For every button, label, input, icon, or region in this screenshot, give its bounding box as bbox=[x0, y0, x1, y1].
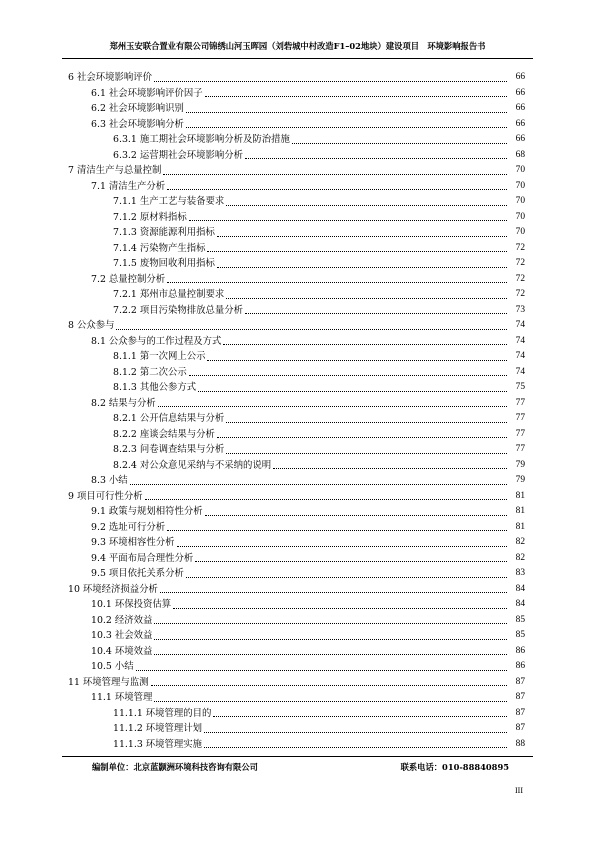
toc-entry-title: 7.2 总量控制分析 bbox=[91, 273, 166, 285]
toc-entry-title: 8.2 结果与分析 bbox=[91, 397, 156, 409]
toc-leader-dots bbox=[186, 577, 507, 578]
toc-entry[interactable] bbox=[68, 349, 525, 365]
toc-leader-dots bbox=[160, 592, 507, 593]
toc-entry-page: 84 bbox=[515, 583, 525, 594]
toc-leader-dots bbox=[154, 639, 507, 640]
toc-entry[interactable] bbox=[68, 256, 525, 272]
toc-entry[interactable] bbox=[68, 272, 525, 288]
toc-entry[interactable] bbox=[68, 303, 525, 319]
toc-entry-page: 81 bbox=[515, 506, 525, 516]
toc-entry-title: 6.3.2 运营期社会环境影响分析 bbox=[113, 149, 243, 161]
toc-entry-page: 74 bbox=[515, 335, 525, 346]
toc-entry[interactable] bbox=[68, 70, 525, 86]
toc-entry-page: 77 bbox=[515, 444, 525, 454]
toc-entry-title: 8.2.1 公开信息结果与分析 bbox=[113, 413, 225, 424]
toc-entry[interactable] bbox=[68, 442, 525, 458]
toc-entry[interactable] bbox=[68, 613, 525, 629]
toc-entry-title: 8.1.2 第二次公示 bbox=[113, 366, 187, 378]
toc-entry-page: 87 bbox=[515, 676, 525, 687]
toc-entry-page: 82 bbox=[515, 537, 525, 547]
toc-entry-title: 6 社会环境影响评价 bbox=[68, 72, 152, 83]
toc-leader-dots bbox=[217, 267, 507, 268]
toc-entry-title: 8.1.3 其他公参方式 bbox=[113, 382, 197, 393]
toc-entry[interactable] bbox=[68, 411, 525, 427]
toc-entry[interactable] bbox=[68, 318, 525, 334]
toc-entry-title: 7.1.3 资源能源利用指标 bbox=[113, 227, 215, 238]
toc-entry-page: 87 bbox=[515, 692, 525, 702]
toc-entry-title: 10.5 小结 bbox=[91, 661, 134, 672]
toc-entry-title: 8 公众参与 bbox=[68, 320, 115, 331]
toc-leader-dots bbox=[226, 422, 507, 423]
toc-leader-dots bbox=[245, 158, 507, 159]
toc-entry-title: 10.3 社会效益 bbox=[91, 630, 153, 641]
toc-leader-dots bbox=[292, 143, 507, 144]
toc-entry[interactable] bbox=[68, 737, 525, 753]
toc-entry[interactable] bbox=[68, 163, 525, 179]
toc-entry-page: 72 bbox=[515, 258, 525, 268]
toc-leader-dots bbox=[226, 205, 507, 206]
toc-entry-page: 77 bbox=[515, 428, 525, 439]
toc-entry[interactable] bbox=[68, 365, 525, 381]
toc-entry-title: 9.3 环境相容性分析 bbox=[91, 537, 175, 548]
toc-entry-title: 7.2.1 郑州市总量控制要求 bbox=[113, 289, 225, 300]
toc-leader-dots bbox=[189, 220, 507, 221]
toc-entry[interactable] bbox=[68, 628, 525, 644]
toc-entry[interactable] bbox=[68, 504, 525, 520]
toc-entry-title: 6.3 社会环境影响分析 bbox=[91, 118, 184, 130]
toc-entry[interactable] bbox=[68, 473, 525, 489]
toc-entry[interactable] bbox=[68, 86, 525, 102]
toc-entry-page: 66 bbox=[515, 72, 525, 82]
toc-entry[interactable] bbox=[68, 427, 525, 443]
toc-entry[interactable] bbox=[68, 489, 525, 505]
toc-leader-dots bbox=[273, 468, 507, 469]
toc-entry[interactable] bbox=[68, 706, 525, 722]
toc-entry-page: 88 bbox=[515, 738, 525, 749]
toc-entry-title: 8.2.3 问卷调查结果与分析 bbox=[113, 444, 225, 455]
page-number: III bbox=[515, 786, 523, 795]
toc-entry-title: 10.4 环境效益 bbox=[91, 645, 153, 657]
toc-entry-title: 7.1.2 原材料指标 bbox=[113, 211, 187, 223]
toc-entry[interactable] bbox=[68, 458, 525, 474]
toc-entry-title: 8.3 小结 bbox=[91, 475, 128, 486]
toc-entry-title: 8.2.4 对公众意见采纳与不采纳的说明 bbox=[113, 459, 272, 471]
toc-leader-dots bbox=[205, 515, 507, 516]
toc-entry-title: 9.4 平面布局合理性分析 bbox=[91, 552, 194, 564]
toc-entry[interactable] bbox=[68, 659, 525, 675]
toc-leader-dots bbox=[205, 96, 507, 97]
toc-entry-page: 66 bbox=[515, 134, 525, 144]
toc-entry-page: 72 bbox=[515, 289, 525, 299]
toc-entry-title: 9.2 选址可行分析 bbox=[91, 521, 166, 533]
toc-leader-dots bbox=[177, 546, 507, 547]
footer-organization: 编制单位：北京蓝颢洲环境科技咨询有限公司 bbox=[92, 762, 258, 772]
toc-entry[interactable] bbox=[68, 551, 525, 567]
toc-entry-title: 6.3.1 施工期社会环境影响分析及防治措施 bbox=[113, 134, 290, 145]
toc-leader-dots bbox=[186, 112, 507, 113]
toc-entry-page: 70 bbox=[515, 180, 525, 191]
toc-entry-title: 8.1 公众参与的工作过程及方式 bbox=[91, 335, 222, 347]
toc-entry-page: 73 bbox=[515, 304, 525, 315]
toc-entry-title: 7.1.4 污染物产生指标 bbox=[113, 242, 206, 254]
toc-leader-dots bbox=[163, 174, 507, 175]
toc-entry[interactable] bbox=[68, 210, 525, 226]
toc-entry-page: 74 bbox=[515, 320, 525, 330]
toc-entry-page: 86 bbox=[515, 661, 525, 671]
toc-entry[interactable] bbox=[68, 721, 525, 737]
toc-entry-page: 87 bbox=[515, 707, 525, 718]
toc-entry[interactable] bbox=[68, 644, 525, 660]
toc-leader-dots bbox=[226, 298, 507, 299]
toc-leader-dots bbox=[198, 391, 507, 392]
toc-entry-title: 11.1 环境管理 bbox=[91, 692, 153, 703]
header-divider bbox=[62, 58, 533, 59]
toc-entry-title: 7 清洁生产与总量控制 bbox=[68, 165, 162, 176]
toc-entry[interactable] bbox=[68, 101, 525, 117]
toc-entry[interactable] bbox=[68, 148, 525, 164]
toc-entry[interactable] bbox=[68, 132, 525, 148]
toc-entry-page: 70 bbox=[515, 211, 525, 222]
toc-entry-page: 82 bbox=[515, 552, 525, 563]
toc-leader-dots bbox=[226, 453, 507, 454]
toc-entry-title: 7.1.5 废物回收利用指标 bbox=[113, 258, 215, 269]
toc-leader-dots bbox=[154, 81, 507, 82]
toc-leader-dots bbox=[223, 344, 507, 345]
toc-entry-page: 66 bbox=[515, 103, 525, 113]
toc-leader-dots bbox=[130, 484, 507, 485]
toc-entry[interactable] bbox=[68, 287, 525, 303]
toc-entry-page: 84 bbox=[515, 599, 525, 609]
toc-leader-dots bbox=[217, 437, 507, 438]
toc-leader-dots bbox=[245, 313, 507, 314]
toc-entry-title: 7.2.2 项目污染物排放总量分析 bbox=[113, 304, 243, 316]
page-header: 郑州玉安联合置业有限公司锦绣山河玉晖园（刘砦城中村改造F1–02地块）建设项目 环境影响报告书 bbox=[109, 41, 486, 51]
toc-leader-dots bbox=[136, 670, 507, 671]
toc-entry-page: 70 bbox=[515, 165, 525, 175]
toc-entry-title: 7.1 清洁生产分析 bbox=[91, 180, 166, 192]
footer-phone: 联系电话：010-88840895 bbox=[400, 762, 509, 772]
toc-leader-dots bbox=[217, 236, 507, 237]
toc-entry[interactable] bbox=[68, 597, 525, 613]
toc-leader-dots bbox=[145, 499, 507, 500]
table-of-contents bbox=[68, 70, 525, 752]
toc-leader-dots bbox=[204, 732, 507, 733]
toc-entry-page: 68 bbox=[515, 149, 525, 160]
toc-entry-page: 79 bbox=[515, 459, 525, 470]
toc-entry-page: 66 bbox=[515, 87, 525, 98]
toc-entry[interactable] bbox=[68, 241, 525, 257]
toc-entry-title: 9 项目可行性分析 bbox=[68, 490, 143, 502]
toc-entry-title: 7.1.1 生产工艺与装备要求 bbox=[113, 196, 225, 207]
toc-leader-dots bbox=[213, 716, 507, 717]
toc-entry[interactable] bbox=[68, 225, 525, 241]
toc-entry-page: 79 bbox=[515, 475, 525, 485]
toc-entry[interactable] bbox=[68, 194, 525, 210]
toc-entry-page: 72 bbox=[515, 242, 525, 253]
toc-entry-title: 9.1 政策与规划相符性分析 bbox=[91, 506, 203, 517]
toc-entry-title: 11.1.1 环境管理的目的 bbox=[113, 707, 212, 719]
toc-entry-title: 11.1.3 环境管理实施 bbox=[113, 738, 203, 750]
toc-entry-page: 74 bbox=[515, 351, 525, 361]
toc-leader-dots bbox=[173, 608, 507, 609]
toc-leader-dots bbox=[151, 685, 507, 686]
toc-entry[interactable] bbox=[68, 117, 525, 133]
toc-entry-title: 6.1 社会环境影响评价因子 bbox=[91, 87, 203, 99]
toc-entry-page: 70 bbox=[515, 227, 525, 237]
toc-entry[interactable] bbox=[68, 582, 525, 598]
toc-entry-title: 11 环境管理与监测 bbox=[68, 676, 149, 688]
toc-entry[interactable] bbox=[68, 690, 525, 706]
toc-entry[interactable] bbox=[68, 520, 525, 536]
toc-entry-page: 81 bbox=[515, 521, 525, 532]
toc-entry-page: 85 bbox=[515, 614, 525, 625]
toc-entry[interactable] bbox=[68, 566, 525, 582]
toc-leader-dots bbox=[158, 406, 507, 407]
toc-entry[interactable] bbox=[68, 380, 525, 396]
toc-entry-title: 10.2 经济效益 bbox=[91, 614, 153, 626]
toc-leader-dots bbox=[189, 375, 507, 376]
toc-entry[interactable] bbox=[68, 675, 525, 691]
toc-entry-page: 75 bbox=[515, 382, 525, 392]
toc-leader-dots bbox=[154, 623, 507, 624]
toc-entry-page: 86 bbox=[515, 645, 525, 656]
footer-divider bbox=[62, 756, 533, 757]
toc-entry-page: 85 bbox=[515, 630, 525, 640]
toc-leader-dots bbox=[167, 530, 507, 531]
toc-leader-dots bbox=[167, 189, 507, 190]
toc-entry-title: 9.5 项目依托关系分析 bbox=[91, 568, 184, 579]
toc-entry-title: 10 环境经济损益分析 bbox=[68, 583, 158, 595]
toc-entry-page: 87 bbox=[515, 723, 525, 733]
toc-leader-dots bbox=[154, 701, 507, 702]
toc-leader-dots bbox=[167, 282, 507, 283]
toc-entry-title: 8.1.1 第一次网上公示 bbox=[113, 351, 206, 362]
toc-leader-dots bbox=[195, 561, 507, 562]
toc-entry-page: 74 bbox=[515, 366, 525, 377]
toc-entry-page: 72 bbox=[515, 273, 525, 284]
toc-entry-title: 10.1 环保投资估算 bbox=[91, 599, 172, 610]
toc-entry-page: 70 bbox=[515, 196, 525, 206]
toc-entry-title: 8.2.2 座谈会结果与分析 bbox=[113, 428, 215, 440]
toc-entry[interactable] bbox=[68, 535, 525, 551]
toc-leader-dots bbox=[186, 127, 507, 128]
toc-entry-page: 81 bbox=[515, 490, 525, 501]
toc-entry[interactable] bbox=[68, 396, 525, 412]
toc-entry-page: 83 bbox=[515, 568, 525, 578]
toc-entry-page: 66 bbox=[515, 118, 525, 129]
toc-leader-dots bbox=[154, 654, 507, 655]
toc-entry-page: 77 bbox=[515, 397, 525, 408]
toc-leader-dots bbox=[207, 251, 507, 252]
toc-entry[interactable] bbox=[68, 179, 525, 195]
toc-entry[interactable] bbox=[68, 334, 525, 350]
toc-entry-page: 77 bbox=[515, 413, 525, 423]
toc-entry-title: 11.1.2 环境管理计划 bbox=[113, 723, 203, 734]
toc-leader-dots bbox=[207, 360, 507, 361]
toc-leader-dots bbox=[204, 747, 507, 748]
toc-leader-dots bbox=[116, 329, 507, 330]
toc-entry-title: 6.2 社会环境影响识别 bbox=[91, 103, 184, 114]
